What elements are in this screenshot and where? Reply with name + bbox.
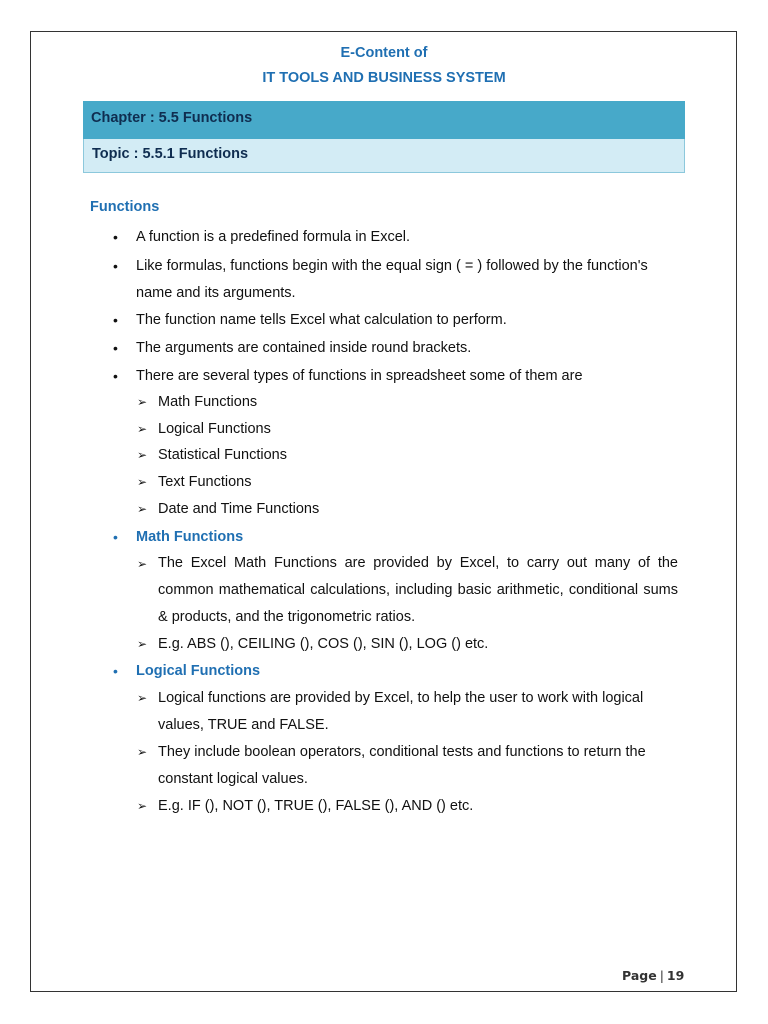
list-item-continuation: name and its arguments. [136, 285, 296, 301]
list-item: Date and Time Functions [158, 501, 320, 517]
arrow-bullet-icon: ➢ [137, 422, 148, 436]
arrow-bullet-icon: ➢ [137, 691, 148, 705]
list-item: Text Functions [158, 474, 252, 490]
list-item: The arguments are contained inside round brackets. [136, 340, 472, 356]
bullet-dot-icon: • [113, 312, 118, 328]
page-number: 19 [666, 968, 685, 983]
topic-bar: Topic : 5.5.1 Functions [83, 139, 685, 173]
logical-functions-heading: Logical Functions [136, 663, 261, 679]
page-label: Page [622, 968, 657, 983]
math-description: The Excel Math Functions are provided by Excel, to carry out many of the common mathematical calculations, including basic arithmetic, conditional sums & products, and the trigonometric ratios. [158, 555, 678, 625]
list-item: There are several types of functions in spreadsheet some of them are [136, 368, 583, 384]
math-functions-heading: Math Functions [136, 529, 244, 545]
logical-example: E.g. IF (), NOT (), TRUE (), FALSE (), AND () etc. [158, 798, 474, 814]
bullet-dot-icon: • [113, 258, 118, 274]
arrow-bullet-icon: ➢ [137, 799, 148, 813]
header-line-2: IT TOOLS AND BUSINESS SYSTEM [262, 70, 506, 86]
arrow-bullet-icon: ➢ [137, 448, 148, 462]
list-item: Logical Functions [158, 421, 271, 437]
chapter-bar: Chapter : 5.5 Functions [83, 101, 685, 139]
bullet-dot-icon: • [113, 529, 118, 545]
bullet-dot-icon: • [113, 368, 118, 384]
arrow-bullet-icon: ➢ [137, 475, 148, 489]
list-item: The function name tells Excel what calculation to perform. [136, 312, 507, 328]
list-item: A function is a predefined formula in Excel. [136, 229, 411, 245]
logical-description-1: Logical functions are provided by Excel, to help the user to work with logical [158, 690, 644, 706]
bullet-dot-icon: • [113, 229, 118, 245]
bullet-dot-icon: • [113, 340, 118, 356]
arrow-bullet-icon: ➢ [137, 637, 148, 651]
logical-description-2: They include boolean operators, conditional tests and functions to return the [158, 744, 646, 760]
list-item: Math Functions [158, 394, 258, 410]
functions-heading: Functions [90, 199, 160, 215]
header-line-1: E-Content of [340, 45, 428, 61]
math-example: E.g. ABS (), CEILING (), COS (), SIN (), LOG () etc. [158, 636, 489, 652]
arrow-bullet-icon: ➢ [137, 502, 148, 516]
page-footer [622, 968, 684, 983]
bullet-dot-icon: • [113, 663, 118, 679]
arrow-bullet-icon: ➢ [137, 395, 148, 409]
logical-description-1-continuation: values, TRUE and FALSE. [158, 717, 329, 733]
arrow-bullet-icon: ➢ [137, 745, 148, 759]
arrow-bullet-icon: ➢ [137, 557, 148, 571]
page-separator: | [659, 968, 664, 983]
list-item: Statistical Functions [158, 447, 287, 463]
list-item: Like formulas, functions begin with the equal sign ( = ) followed by the function's [136, 258, 648, 274]
logical-description-2-continuation: constant logical values. [158, 771, 308, 787]
